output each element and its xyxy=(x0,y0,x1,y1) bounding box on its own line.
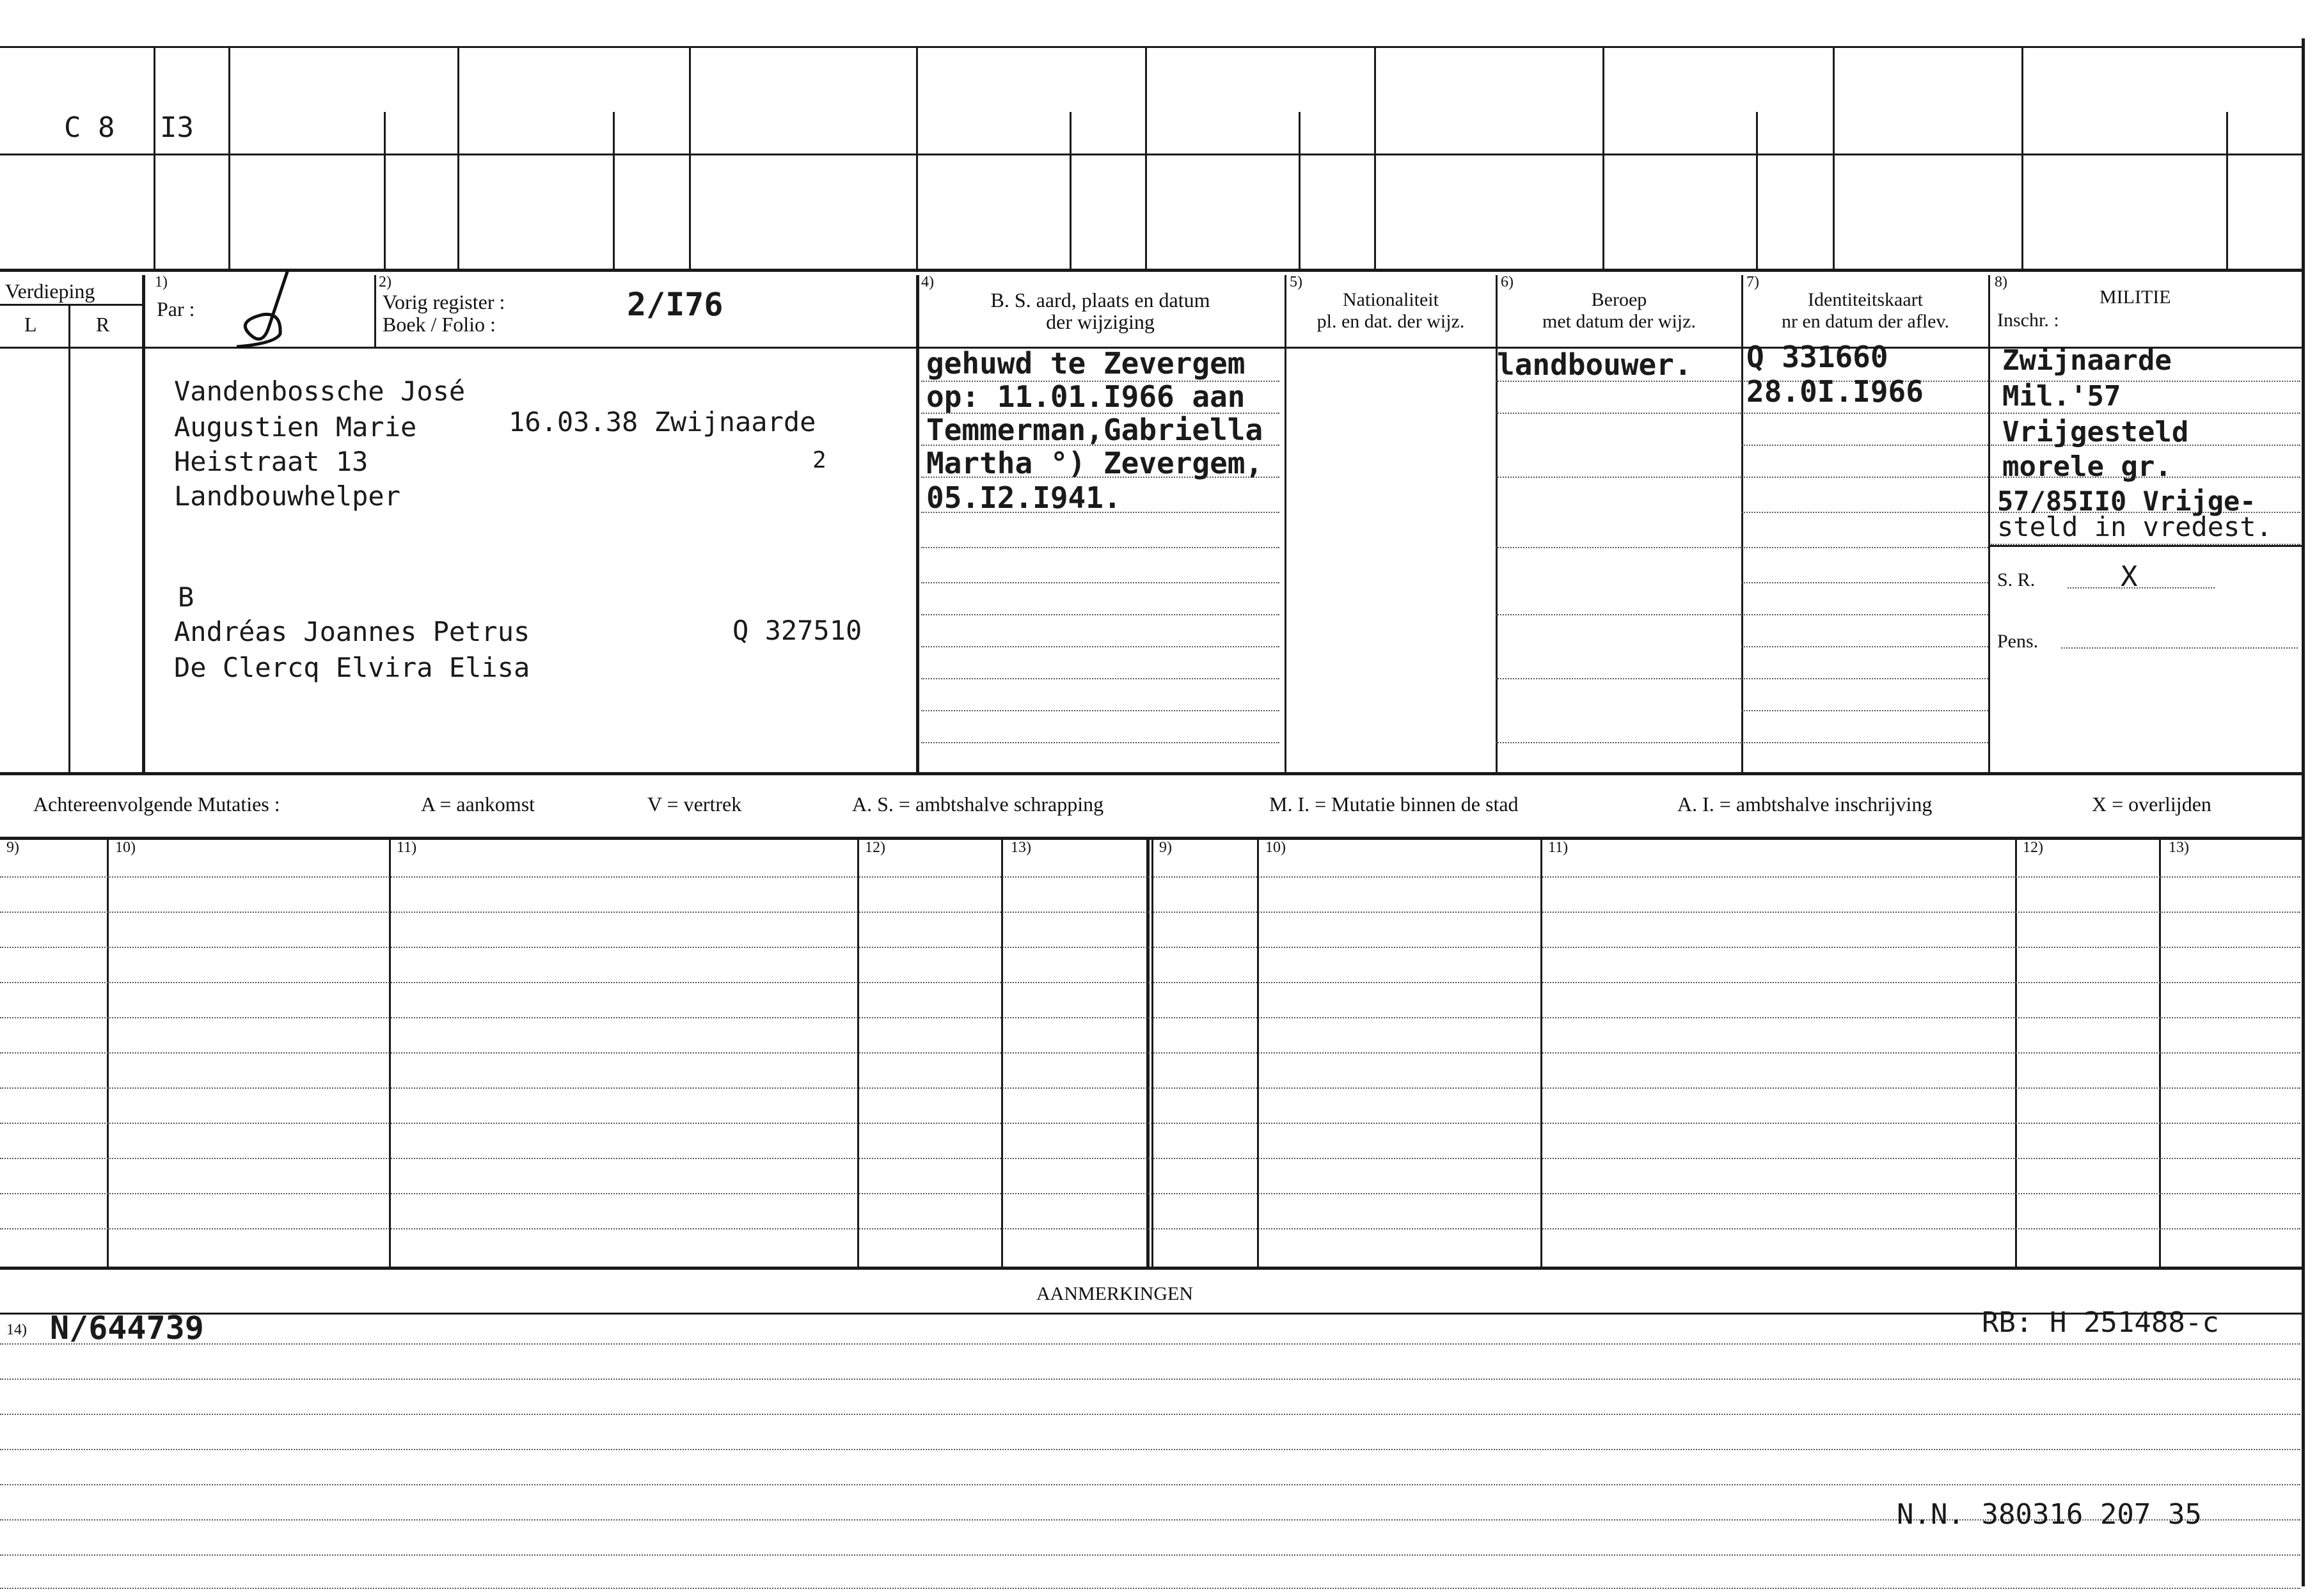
header-n6: 6) xyxy=(1501,274,1514,290)
bs-entry-3: Temmerman,Gabriella xyxy=(926,413,1263,447)
person-occupation: Landbouwhelper xyxy=(174,480,401,512)
header-nat-line1: Nationaliteit xyxy=(1343,289,1439,310)
header-n7: 7) xyxy=(1746,274,1759,290)
header-id-line1: Identiteitskaart xyxy=(1808,289,1923,310)
person-marker-b: B xyxy=(178,581,194,613)
mut-col-13b: 13) xyxy=(2169,839,2189,856)
header-n4: 4) xyxy=(921,274,934,290)
header-r: R xyxy=(96,313,110,336)
militie-line-3: Vrijgesteld xyxy=(2002,416,2189,448)
par-signature xyxy=(230,264,358,353)
militie-line-2: Mil.'57 xyxy=(2002,380,2121,413)
top-code-i: I3 xyxy=(160,111,194,144)
militie-sr-label: S. R. xyxy=(1997,569,2036,590)
mut-col-12b: 12) xyxy=(2023,839,2043,856)
mutaties-ai: A. I. = ambtshalve inschrijving xyxy=(1677,793,1933,816)
aanmerkingen-nn: N.N. 380316 207 35 xyxy=(1897,1498,2202,1531)
person-address-number: 2 xyxy=(812,447,826,473)
mut-col-9b: 9) xyxy=(1159,839,1172,856)
mut-col-9: 9) xyxy=(6,839,19,856)
bs-entry-1: gehuwd te Zevergem xyxy=(926,346,1245,381)
bs-entry-5: 05.I2.I941. xyxy=(926,480,1121,515)
person-given-names: Augustien Marie xyxy=(174,411,417,443)
mut-col-13: 13) xyxy=(1011,839,1031,856)
mut-col-12: 12) xyxy=(865,839,885,856)
header-bs-line2: der wijziging xyxy=(1046,310,1155,333)
id-card-number: Q 331660 xyxy=(1746,340,1888,374)
mutaties-x: X = overlijden xyxy=(2092,793,2211,816)
militie-line-1: Zwijnaarde xyxy=(2002,344,2172,377)
aanmerkingen-n14: 14) xyxy=(6,1322,27,1338)
header-bs-line1: B. S. aard, plaats en datum xyxy=(990,288,1210,312)
mut-col-11b: 11) xyxy=(1548,839,1569,856)
header-n2: 2) xyxy=(379,274,391,290)
parent-mother: De Clercq Elvira Elisa xyxy=(174,652,530,683)
header-boek-folio: Boek / Folio : xyxy=(383,313,496,336)
top-code-c: C 8 xyxy=(64,111,115,144)
militie-sr-mark: X xyxy=(2121,560,2138,593)
mutaties-title: Achtereenvolgende Mutaties : xyxy=(33,793,280,816)
militie-line-4: morele gr. xyxy=(2002,450,2172,483)
parent-father: Andréas Joannes Petrus xyxy=(174,616,530,647)
person-birth: 16.03.38 Zwijnaarde xyxy=(509,406,816,438)
id-card-date: 28.0I.I966 xyxy=(1746,374,1924,409)
aanmerkingen-title: AANMERKINGEN xyxy=(1036,1283,1193,1304)
mutaties-a: A = aankomst xyxy=(421,793,535,816)
militie-line-6: steld in vredest. xyxy=(1997,511,2272,542)
beroep-value: landbouwer. xyxy=(1497,347,1692,382)
header-beroep-line1: Beroep xyxy=(1591,289,1647,310)
header-n8: 8) xyxy=(1995,274,2007,290)
mut-col-10: 10) xyxy=(115,839,136,856)
mutaties-v: V = vertrek xyxy=(647,793,742,816)
mut-col-10b: 10) xyxy=(1265,839,1286,856)
mut-col-11: 11) xyxy=(397,839,417,856)
aanmerkingen-n-number: N/644739 xyxy=(50,1309,204,1347)
militie-line-5: 57/85II0 Vrijge- xyxy=(1997,486,2256,517)
header-nat-line2: pl. en dat. der wijz. xyxy=(1317,311,1465,332)
person-address: Heistraat 13 xyxy=(174,446,368,477)
header-inschr: Inschr. : xyxy=(1997,310,2059,331)
header-beroep-line2: met datum der wijz. xyxy=(1542,311,1696,332)
header-par: Par : xyxy=(157,297,195,320)
bs-entry-4: Martha °) Zevergem, xyxy=(926,446,1263,480)
header-id-line2: nr en datum der aflev. xyxy=(1781,311,1950,332)
militie-pens-label: Pens. xyxy=(1997,631,2039,652)
header-l: L xyxy=(24,313,37,336)
parent-father-id: Q 327510 xyxy=(732,615,862,646)
bs-entry-2: op: 11.01.I966 aan xyxy=(926,379,1245,414)
header-vorig-register: Vorig register : xyxy=(383,290,505,313)
mutaties-mi: M. I. = Mutatie binnen de stad xyxy=(1269,793,1519,816)
aanmerkingen-rb: RB: H 251488-c xyxy=(1982,1306,2219,1339)
header-n5: 5) xyxy=(1290,274,1302,290)
header-verdieping: Verdieping xyxy=(5,280,95,303)
mutaties-as: A. S. = ambtshalve schrapping xyxy=(852,793,1104,816)
person-name: Vandenbossche José xyxy=(174,375,466,407)
vorig-register-value: 2/I76 xyxy=(627,286,724,323)
header-n1: 1) xyxy=(155,274,168,290)
header-militie: MILITIE xyxy=(2100,287,2171,308)
